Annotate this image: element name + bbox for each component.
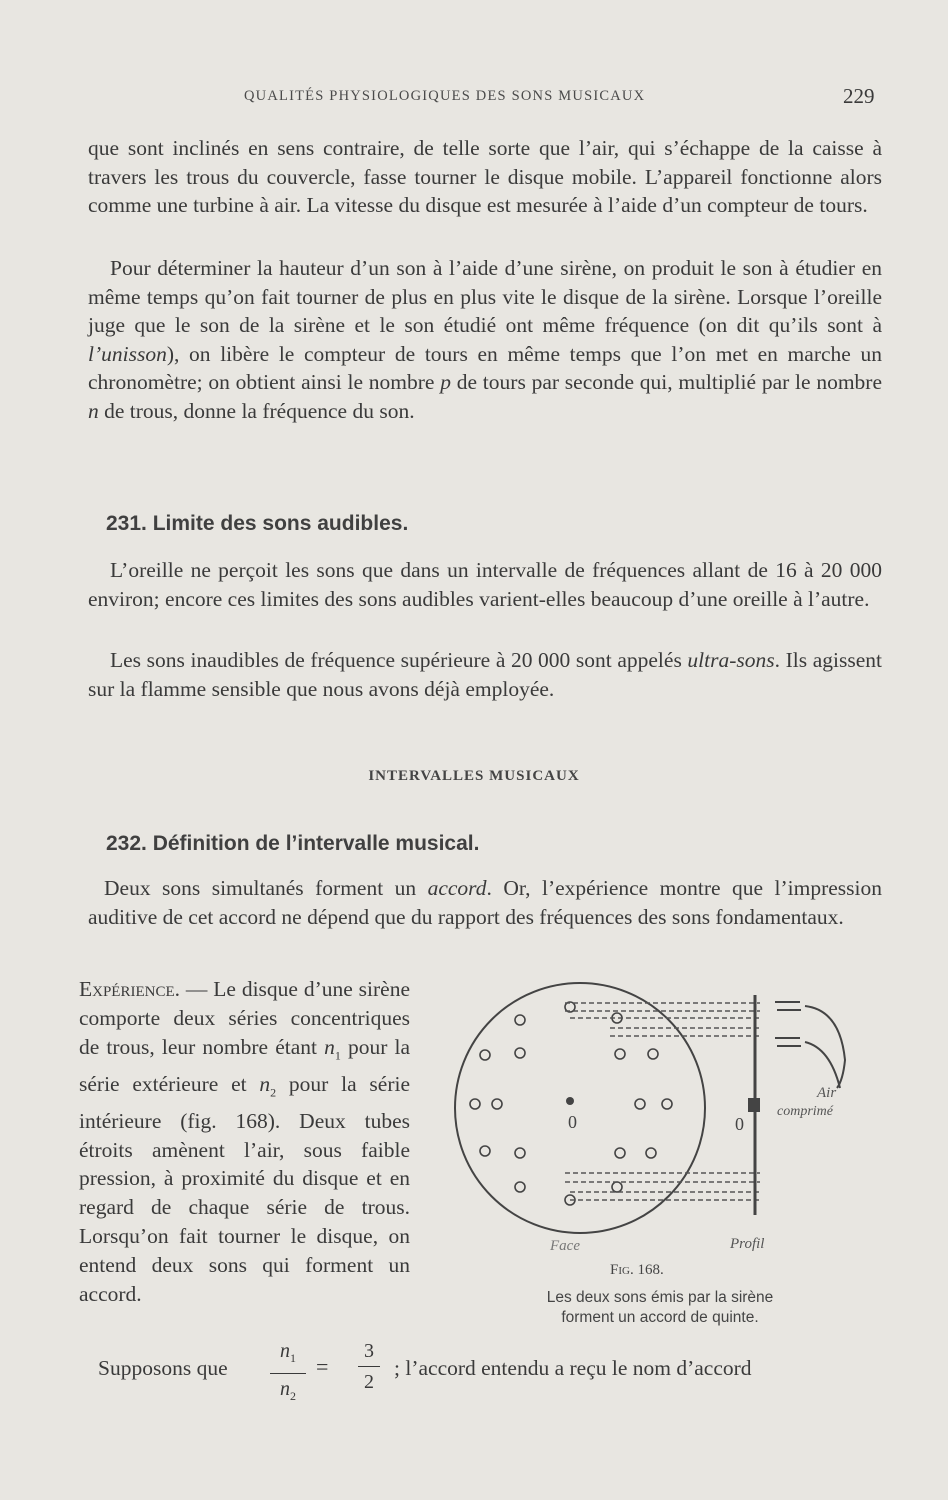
profile-zero: 0 <box>735 1114 744 1134</box>
accord-term: accord <box>427 876 487 900</box>
figure-caption-line-1: Les deux sons émis par la sirène <box>546 1289 774 1306</box>
paragraph-hauteur <box>88 254 882 425</box>
unisson-term: l’unisson <box>88 341 167 366</box>
label-comprime: comprimé <box>777 1104 833 1119</box>
siren-figure <box>445 970 885 1260</box>
paragraph-limites <box>88 556 882 613</box>
running-head: QUALITÉS PHYSIOLOGIQUES DES SONS MUSICAUX <box>244 88 646 104</box>
n2-subscript: 2 <box>270 1084 277 1099</box>
paragraph-accord-a: Deux sons simultanés forment un <box>104 876 428 900</box>
paragraph-accord <box>88 874 882 931</box>
fraction-den-n: n <box>280 1378 290 1400</box>
profile-hub <box>748 1098 760 1112</box>
paragraph-limites-text: L’oreille ne perçoit les sons que dans un intervalle de fréquences allant de 16 à 20 000 environ; encore ces limites des sons audibles varient-elles beaucoup d’une oreille à l’autre. <box>88 558 882 611</box>
experience-label: Expérience. <box>79 977 181 1001</box>
paragraph-hauteur-c: ), on libère le compteur de tours en même temps que l’on met en marche un chronomètre; on obtient ainsi le nombre <box>88 341 882 394</box>
face-zero: 0 <box>568 1112 577 1132</box>
siren-disk-face <box>455 983 705 1233</box>
paragraph-hauteur-g: de trous, donne la fréquence du son. <box>98 398 415 423</box>
ultrasons-term: ultra-sons <box>687 648 775 672</box>
label-air: Air <box>817 1085 837 1101</box>
fraction-den-2: 2 <box>364 1371 374 1393</box>
subhead-intervalles: INTERVALLES MUSICAUX <box>368 768 580 784</box>
n1-variable: n <box>324 1034 335 1059</box>
last-line-end: ; l’accord entendu a reçu le nom d’accord <box>394 1356 752 1380</box>
paragraph-accord-c: . Or, l’expérience montre que l’impression auditive de cet accord ne dépend que du rapport des fréquences des sons fondamentaux. <box>88 876 882 929</box>
paragraph-turbine: que sont inclinés en sens contraire, de telle sorte que l’air, qui s’échappe de la caisse à travers les trous du couvercle, fasse tourner le disque mobile. L’appareil fonctionne alors comme une turbine à air. La vitesse du disque est mesurée à l’aide d’un compteur de tours. <box>88 136 882 217</box>
n2-variable: n <box>259 1071 271 1096</box>
paragraph-ultrasons-c: . Ils agissent sur la flamme sensible que nous avons déjà employée. <box>88 648 882 701</box>
experience-c: pour la série intérieure (fig. 168). Deux tubes étroits amènent l’air, sous faible pression, à proximité du disque et en regard de chaque série de trous. Lorsqu’on fait tourner le disque, on entend deux sons qui forment un accord. <box>79 1071 410 1306</box>
fraction-num-n: n <box>280 1340 290 1362</box>
figure-caption-line-2: forment un accord de quinte. <box>561 1309 759 1326</box>
fraction-den-sub: 2 <box>290 1389 296 1403</box>
last-line-start: Supposons que <box>98 1356 228 1380</box>
section-232-title: 232. Définition de l’intervalle musical. <box>106 832 480 855</box>
paragraph-ultrasons <box>88 646 882 703</box>
disk-axle <box>566 1097 574 1105</box>
label-face: Face <box>550 1238 580 1254</box>
fraction-n1-n2 <box>270 1338 306 1409</box>
fraction-num-3: 3 <box>364 1340 374 1362</box>
label-profil: Profil <box>730 1236 765 1252</box>
fraction-3-2 <box>358 1338 380 1395</box>
variable-n: n <box>88 398 99 423</box>
variable-p: p <box>440 370 451 394</box>
experience-b: pour la série extérieure et <box>79 1034 410 1096</box>
fraction-num-sub: 1 <box>290 1351 296 1365</box>
paragraph-hauteur-a: Pour déterminer la hauteur d’un son à l’aide d’une sirène, on produit le son à étudier en même temps qu’on fait tourner de plus en plus vite le disque de la sirène. Lorsque l’oreille juge que le son de la sirène et le son étudié ont même fréquence (on dit qu’ils sont à <box>88 256 882 337</box>
paragraph-ultrasons-a: Les sons inaudibles de fréquence supérieure à 20 000 sont appelés <box>110 648 688 672</box>
figure-number: Fig. 168. <box>610 1262 664 1278</box>
nozzles <box>775 1002 845 1088</box>
section-231-title: 231. Limite des sons audibles. <box>106 512 409 535</box>
paragraph-experience <box>79 975 410 1308</box>
n1-subscript: 1 <box>334 1047 341 1062</box>
equals-sign: = <box>316 1354 329 1379</box>
last-line <box>98 1338 878 1408</box>
paragraph-hauteur-e: de tours par seconde qui, multiplié par le nombre <box>450 370 882 394</box>
figure-caption <box>460 1288 860 1328</box>
page-number: 229 <box>843 84 875 108</box>
experience-a: — Le disque d’une sirène comporte deux séries concentriques de trous, leur nombre étant <box>79 977 410 1059</box>
